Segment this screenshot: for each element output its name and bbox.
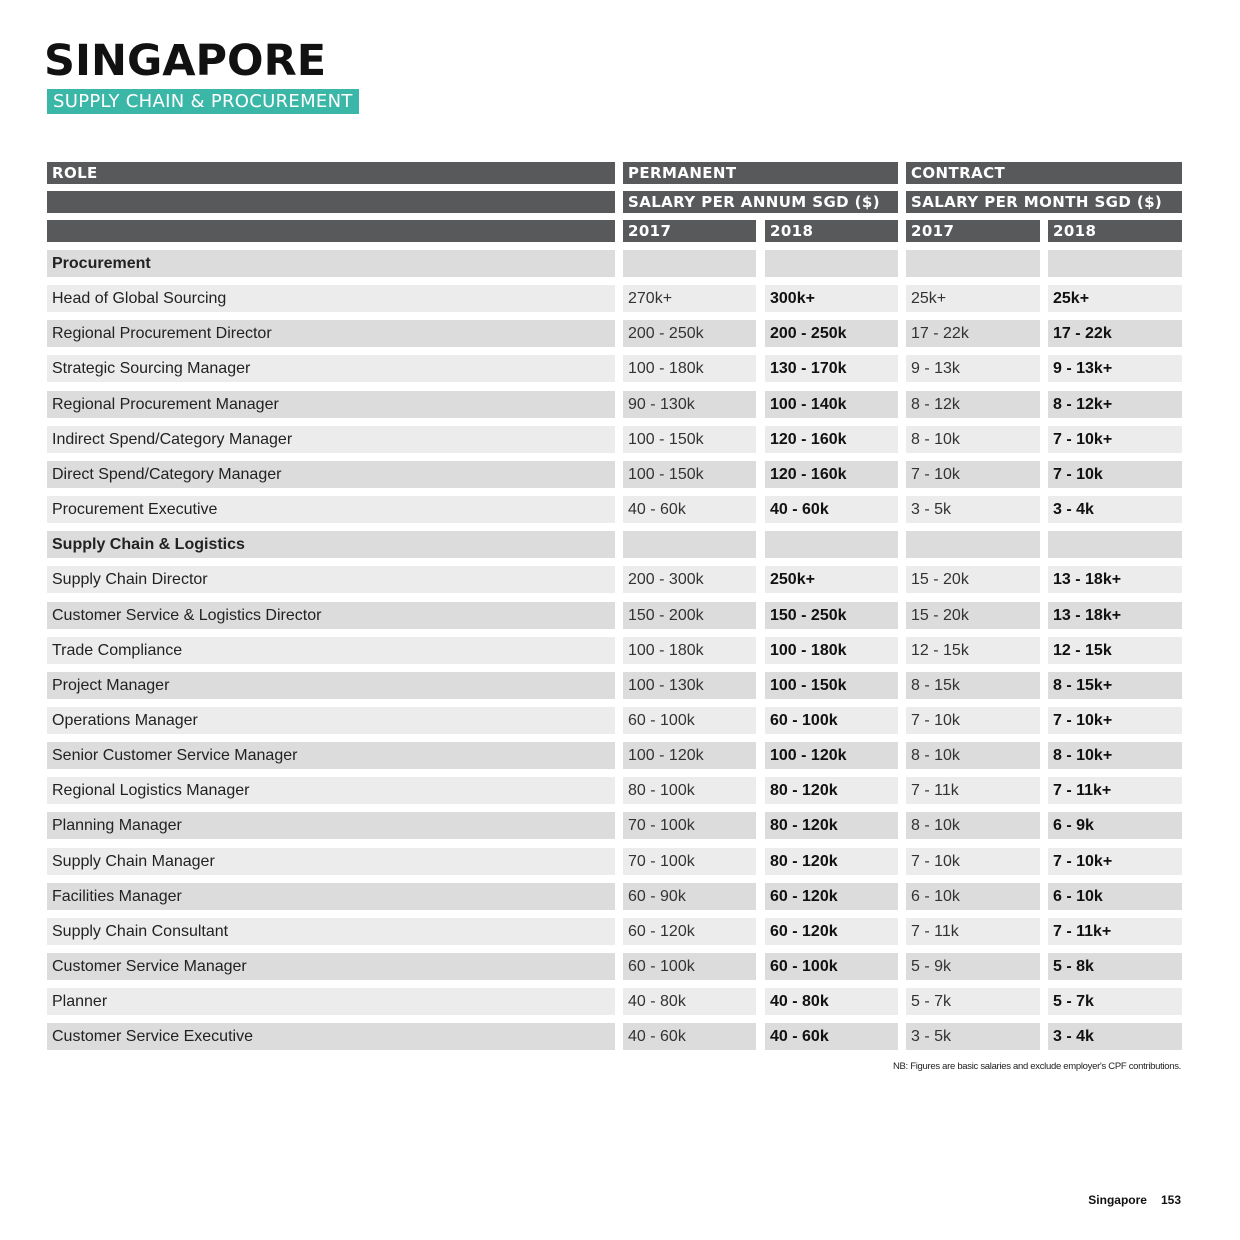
cell-c2018: 7 - 11k+ [1048, 918, 1182, 945]
cell-c2017: 3 - 5k [906, 1023, 1040, 1050]
cell-p2018: 60 - 100k [765, 707, 898, 734]
cell-p2017 [623, 531, 756, 558]
cell-c2017: 7 - 11k [906, 918, 1040, 945]
cell-p2017: 100 - 150k [623, 426, 756, 453]
cell-p2018: 60 - 120k [765, 883, 898, 910]
cell-c2017: 8 - 12k [906, 391, 1040, 418]
cell-role: Procurement Executive [47, 496, 615, 523]
cell-c2017: 17 - 22k [906, 320, 1040, 347]
cell-p2018: 40 - 60k [765, 1023, 898, 1050]
cell-role: Strategic Sourcing Manager [47, 355, 615, 382]
cell-p2017: 70 - 100k [623, 848, 756, 875]
page-footer [1088, 1193, 1181, 1207]
cell-role: Regional Logistics Manager [47, 777, 615, 804]
cell-c2018: 7 - 10k [1048, 461, 1182, 488]
cell-c2018: 3 - 4k [1048, 496, 1182, 523]
cell-p2018: 100 - 180k [765, 637, 898, 664]
cell-p2017 [623, 250, 756, 277]
cell-c2018: 6 - 9k [1048, 812, 1182, 839]
cell-role: Direct Spend/Category Manager [47, 461, 615, 488]
cell-p2017: 60 - 100k [623, 707, 756, 734]
cell-p2018: 250k+ [765, 566, 898, 593]
cell-p2018: 300k+ [765, 285, 898, 312]
cell-c2017: 9 - 13k [906, 355, 1040, 382]
footnote: NB: Figures are basic salaries and exclude employer's CPF contributions. [892, 1061, 1181, 1072]
cell-c2018: 25k+ [1048, 285, 1182, 312]
cell-role: Customer Service & Logistics Director [47, 602, 615, 629]
cell-p2018: 120 - 160k [765, 461, 898, 488]
header-contract-2018: 2018 [1048, 220, 1182, 242]
cell-p2017: 60 - 100k [623, 953, 756, 980]
cell-role: Procurement [47, 250, 615, 277]
cell-p2017: 100 - 150k [623, 461, 756, 488]
cell-c2017: 8 - 10k [906, 742, 1040, 769]
page-number: 153 [1160, 1193, 1181, 1207]
cell-role: Supply Chain Director [47, 566, 615, 593]
cell-p2017: 80 - 100k [623, 777, 756, 804]
section-subtitle: SUPPLY CHAIN & PROCUREMENT [47, 89, 359, 114]
header-permanent-unit: SALARY PER ANNUM SGD ($) [623, 191, 898, 213]
cell-role: Trade Compliance [47, 637, 615, 664]
cell-role: Customer Service Executive [47, 1023, 615, 1050]
cell-p2017: 40 - 60k [623, 1023, 756, 1050]
footer-label: Singapore [1088, 1193, 1147, 1207]
cell-c2017: 15 - 20k [906, 566, 1040, 593]
cell-c2017: 8 - 10k [906, 426, 1040, 453]
cell-p2018: 80 - 120k [765, 812, 898, 839]
cell-c2017: 7 - 11k [906, 777, 1040, 804]
cell-role: Indirect Spend/Category Manager [47, 426, 615, 453]
cell-p2018: 130 - 170k [765, 355, 898, 382]
cell-c2017: 7 - 10k [906, 461, 1040, 488]
cell-p2018: 60 - 100k [765, 953, 898, 980]
cell-c2017: 3 - 5k [906, 496, 1040, 523]
cell-p2017: 200 - 250k [623, 320, 756, 347]
cell-c2018: 13 - 18k+ [1048, 566, 1182, 593]
cell-role: Regional Procurement Director [47, 320, 615, 347]
header-contract-unit: SALARY PER MONTH SGD ($) [906, 191, 1182, 213]
cell-p2018 [765, 250, 898, 277]
cell-p2017: 40 - 80k [623, 988, 756, 1015]
cell-role: Senior Customer Service Manager [47, 742, 615, 769]
cell-p2017: 270k+ [623, 285, 756, 312]
cell-p2017: 90 - 130k [623, 391, 756, 418]
cell-p2017: 40 - 60k [623, 496, 756, 523]
cell-role: Customer Service Manager [47, 953, 615, 980]
cell-c2018: 7 - 10k+ [1048, 707, 1182, 734]
cell-p2017: 200 - 300k [623, 566, 756, 593]
cell-role: Supply Chain Manager [47, 848, 615, 875]
cell-role: Operations Manager [47, 707, 615, 734]
cell-c2018: 7 - 10k+ [1048, 426, 1182, 453]
cell-p2017: 100 - 180k [623, 637, 756, 664]
cell-c2018: 13 - 18k+ [1048, 602, 1182, 629]
cell-role: Head of Global Sourcing [47, 285, 615, 312]
cell-p2017: 100 - 120k [623, 742, 756, 769]
cell-c2017: 12 - 15k [906, 637, 1040, 664]
header-role-spacer-2 [47, 220, 615, 242]
cell-p2018: 120 - 160k [765, 426, 898, 453]
cell-c2018: 17 - 22k [1048, 320, 1182, 347]
cell-p2017: 100 - 130k [623, 672, 756, 699]
cell-p2017: 70 - 100k [623, 812, 756, 839]
cell-c2018: 5 - 8k [1048, 953, 1182, 980]
cell-c2018: 8 - 10k+ [1048, 742, 1182, 769]
cell-c2018 [1048, 531, 1182, 558]
header-contract-2017: 2017 [906, 220, 1040, 242]
cell-p2017: 60 - 120k [623, 918, 756, 945]
cell-c2017: 8 - 15k [906, 672, 1040, 699]
cell-c2018 [1048, 250, 1182, 277]
page-title: SINGAPORE [44, 36, 327, 86]
cell-c2018: 8 - 12k+ [1048, 391, 1182, 418]
cell-c2017: 8 - 10k [906, 812, 1040, 839]
cell-c2018: 12 - 15k [1048, 637, 1182, 664]
header-role: ROLE [47, 162, 615, 184]
cell-p2017: 100 - 180k [623, 355, 756, 382]
cell-c2018: 9 - 13k+ [1048, 355, 1182, 382]
cell-c2017: 5 - 7k [906, 988, 1040, 1015]
cell-c2017: 15 - 20k [906, 602, 1040, 629]
cell-p2018: 40 - 80k [765, 988, 898, 1015]
cell-c2018: 5 - 7k [1048, 988, 1182, 1015]
cell-p2018: 80 - 120k [765, 848, 898, 875]
cell-c2018: 8 - 15k+ [1048, 672, 1182, 699]
cell-role: Project Manager [47, 672, 615, 699]
cell-p2018: 40 - 60k [765, 496, 898, 523]
cell-p2018: 80 - 120k [765, 777, 898, 804]
cell-p2018 [765, 531, 898, 558]
cell-p2018: 100 - 120k [765, 742, 898, 769]
cell-c2018: 6 - 10k [1048, 883, 1182, 910]
cell-p2018: 100 - 140k [765, 391, 898, 418]
cell-c2017 [906, 250, 1040, 277]
cell-c2017: 5 - 9k [906, 953, 1040, 980]
cell-role: Supply Chain Consultant [47, 918, 615, 945]
cell-c2018: 7 - 10k+ [1048, 848, 1182, 875]
cell-role: Planning Manager [47, 812, 615, 839]
cell-c2018: 3 - 4k [1048, 1023, 1182, 1050]
cell-c2017: 7 - 10k [906, 848, 1040, 875]
header-role-spacer [47, 191, 615, 213]
cell-c2017: 6 - 10k [906, 883, 1040, 910]
cell-role: Supply Chain & Logistics [47, 531, 615, 558]
header-permanent-2018: 2018 [765, 220, 898, 242]
cell-p2017: 60 - 90k [623, 883, 756, 910]
cell-c2018: 7 - 11k+ [1048, 777, 1182, 804]
cell-c2017 [906, 531, 1040, 558]
header-permanent: PERMANENT [623, 162, 898, 184]
cell-p2018: 60 - 120k [765, 918, 898, 945]
cell-p2018: 200 - 250k [765, 320, 898, 347]
cell-role: Facilities Manager [47, 883, 615, 910]
cell-c2017: 25k+ [906, 285, 1040, 312]
header-permanent-2017: 2017 [623, 220, 756, 242]
cell-c2017: 7 - 10k [906, 707, 1040, 734]
cell-p2018: 100 - 150k [765, 672, 898, 699]
cell-p2017: 150 - 200k [623, 602, 756, 629]
cell-role: Regional Procurement Manager [47, 391, 615, 418]
cell-p2018: 150 - 250k [765, 602, 898, 629]
cell-role: Planner [47, 988, 615, 1015]
header-contract: CONTRACT [906, 162, 1182, 184]
